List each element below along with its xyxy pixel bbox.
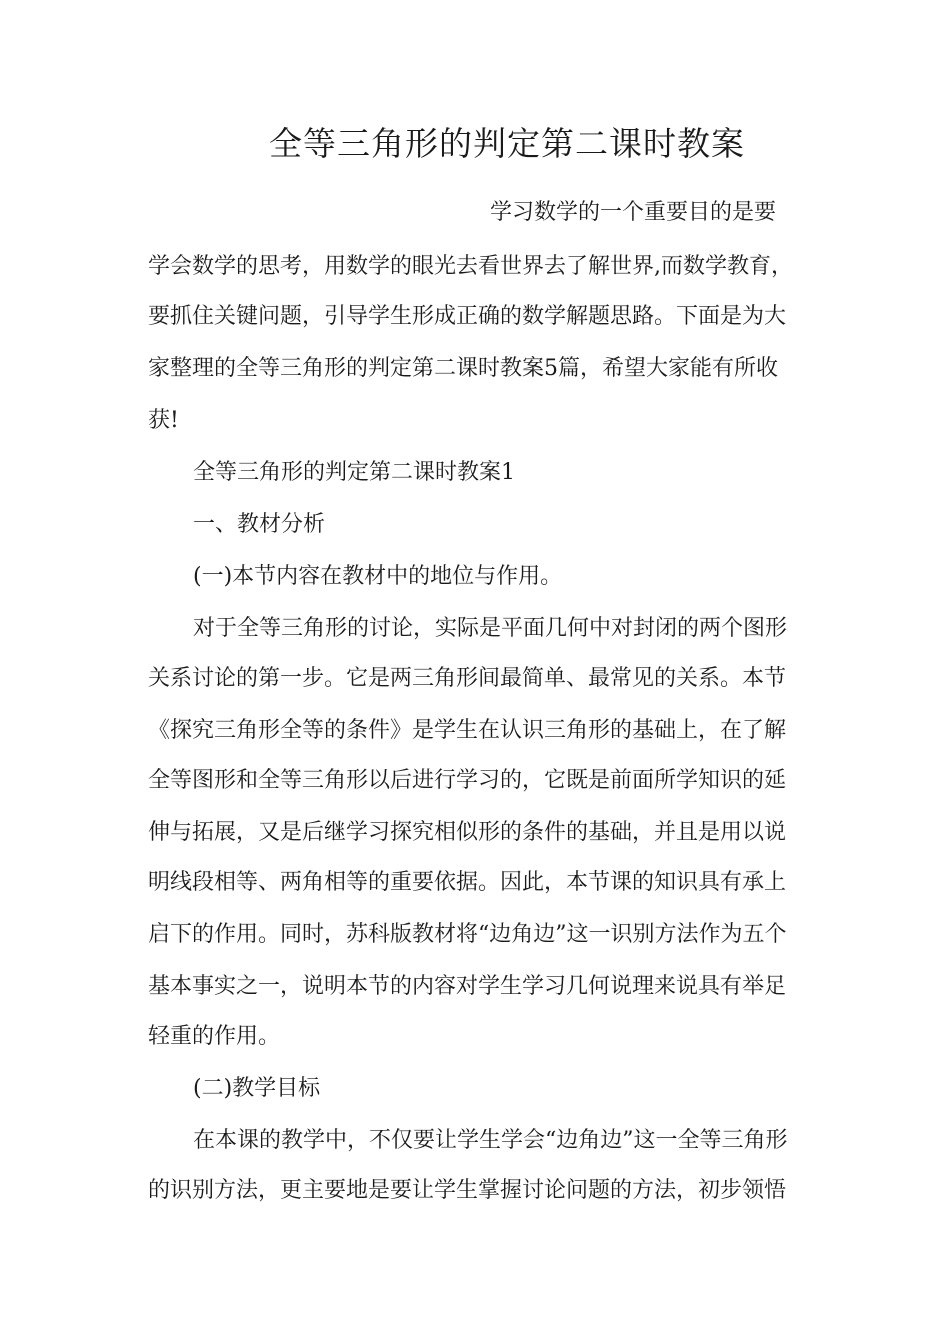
paragraph-line: 《探究三角形全等的条件》是学生在认识三角形的基础上，在了解: [148, 718, 787, 743]
paragraph-line: 启下的作用。同时，苏科版教材将“边角边”这一识别方法作为五个: [148, 922, 787, 947]
paragraph-line: 家整理的全等三角形的判定第二课时教案5篇，希望大家能有所收: [148, 356, 778, 381]
section-heading: 一、教材分析: [193, 512, 326, 537]
document-title: 全等三角形的判定第二课时教案: [269, 124, 745, 163]
paragraph-line: 获!: [148, 408, 179, 433]
paragraph-line: 在本课的教学中，不仅要让学生学会“边角边”这一全等三角形: [193, 1128, 788, 1153]
paragraph-line: 全等图形和全等三角形以后进行学习的，它既是前面所学知识的延: [148, 768, 787, 793]
paragraph-line: 学习数学的一个重要目的是要: [490, 200, 777, 225]
paragraph-line: 轻重的作用。: [148, 1024, 281, 1049]
section-heading: (二)教学目标: [193, 1076, 321, 1101]
paragraph-line: 要抓住关键问题，引导学生形成正确的数学解题思路。下面是为大: [148, 304, 787, 329]
paragraph-line: 的识别方法，更主要地是要让学生掌握讨论问题的方法，初步领悟: [148, 1178, 787, 1203]
paragraph-line: 学会数学的思考，用数学的眼光去看世界去了解世界,而数学教育，: [148, 254, 793, 279]
paragraph-line: 基本事实之一，说明本节的内容对学生学习几何说理来说具有举足: [148, 974, 787, 999]
section-heading: 全等三角形的判定第二课时教案1: [193, 460, 515, 485]
paragraph-line: 伸与拓展，又是后继学习探究相似形的条件的基础，并且是用以说: [148, 820, 787, 845]
paragraph-line: 对于全等三角形的讨论，实际是平面几何中对封闭的两个图形: [193, 616, 788, 641]
paragraph-line: 关系讨论的第一步。它是两三角形间最简单、最常见的关系。本节: [148, 666, 787, 691]
paragraph-line: 明线段相等、两角相等的重要依据。因此，本节课的知识具有承上: [148, 870, 787, 895]
section-heading: (一)本节内容在教材中的地位与作用。: [193, 564, 563, 589]
